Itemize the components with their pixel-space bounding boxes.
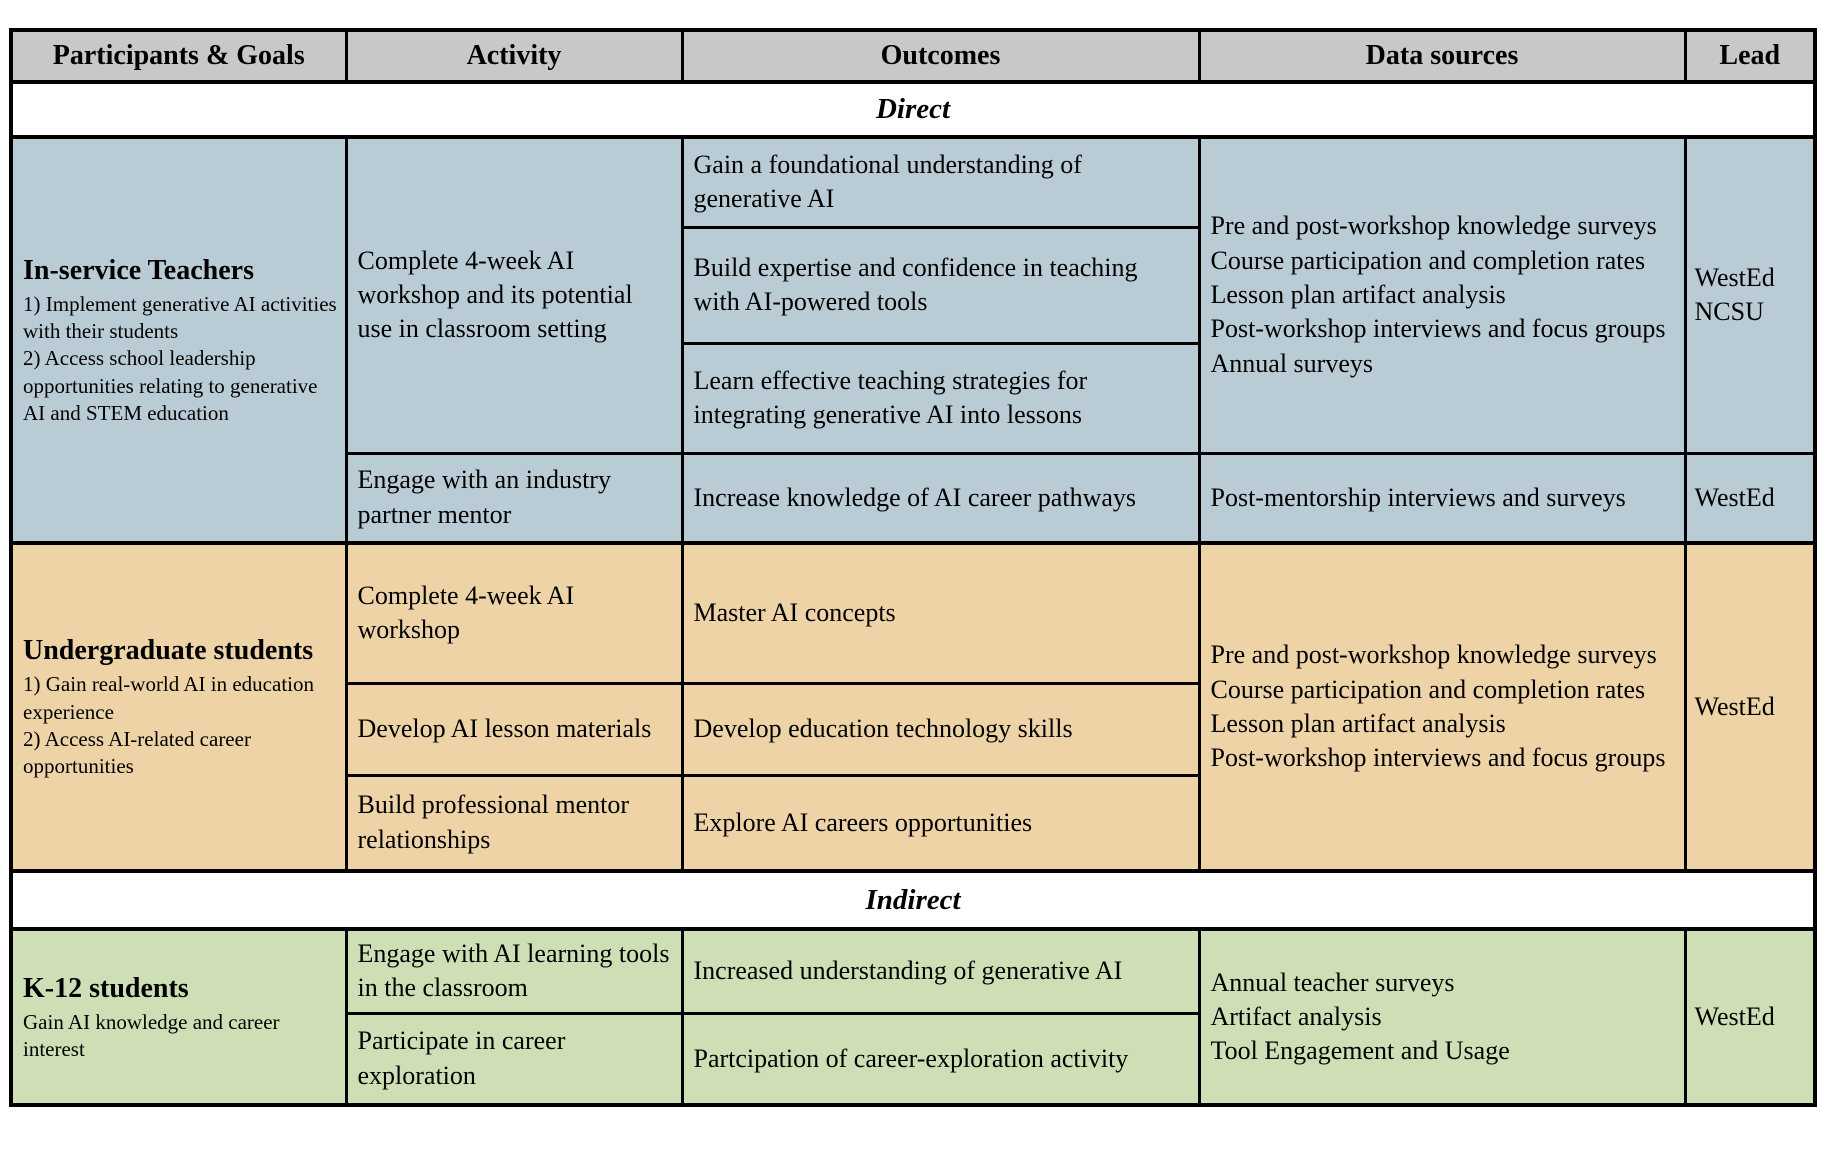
teachers-mentor-activity-cell: Engage with an industry partner mentor [346,453,682,543]
data-source-item: Annual teacher surveys [1210,967,1455,997]
undergrad-activity-3: Build professional mentor relationships [346,775,682,871]
data-source-item: Post-workshop interviews and focus groups [1210,743,1666,773]
undergrad-row-1 [11,543,1815,683]
teachers-row-1 [11,137,1815,227]
undergrad-outcome-3: Explore AI careers opportunities [682,775,1199,871]
k12-activity-2: Participate in career exploration [346,1013,682,1105]
header-activity: Activity [346,30,682,82]
k12-goal: Gain AI knowledge and career interest [23,1009,280,1061]
undergrad-title: Undergraduate students [23,635,314,667]
indirect-band-label: Indirect [11,871,1815,929]
data-source-item: Artifact analysis [1210,1001,1382,1031]
data-source-item: Course participation and completion rates [1210,245,1646,275]
undergrad-goal-2: 2) Access AI-related career opportunities [23,727,251,779]
header-lead: Lead [1685,30,1815,82]
data-source-item: Annual surveys [1210,348,1373,378]
undergrad-lead-cell: WestEd [1685,543,1815,871]
header-participants: Participants & Goals [11,30,346,82]
header-data-sources: Data sources [1199,30,1685,82]
undergrad-data-sources-cell [1199,543,1685,871]
k12-outcome-2: Partcipation of career-exploration activity [682,1013,1199,1105]
teachers-mentor-lead-cell: WestEd [1685,453,1815,543]
teachers-workshop-outcome-3: Learn effective teaching strategies for integrating generative AI into lessons [682,343,1199,453]
teachers-goal-1: 1) Implement generative AI activities with their students [23,291,337,344]
data-source-item: Pre and post-workshop knowledge surveys [1210,640,1657,670]
teachers-workshop-outcome-1: Gain a foundational understanding of generative AI [682,137,1199,227]
data-source-item: Pre and post-workshop knowledge surveys [1210,211,1657,241]
k12-lead-cell: WestEd [1685,929,1815,1105]
teachers-title: In-service Teachers [23,254,254,286]
data-source-item: Post-workshop interviews and focus groups [1210,314,1666,344]
k12-data-sources-cell [1199,929,1685,1105]
lead-item: NCSU [1694,297,1764,327]
data-source-item: Lesson plan artifact analysis [1210,280,1506,310]
teachers-goal-2: 2) Access school leadership opportunities relating to generative AI and STEM education [23,346,318,425]
header-row [11,30,1815,82]
k12-row-1 [11,929,1815,1013]
k12-outcome-1: Increased understanding of generative AI [682,929,1199,1013]
data-source-item: Tool Engagement and Usage [1210,1036,1510,1066]
lead-item: WestEd [1694,263,1775,293]
teachers-workshop-activity-cell: Complete 4-week AI workshop and its potential use in classroom setting [346,137,682,453]
undergrad-outcome-1: Master AI concepts [682,543,1199,683]
teachers-workshop-outcome-2: Build expertise and confidence in teaching with AI-powered tools [682,227,1199,343]
undergrad-participants-cell [11,543,346,871]
undergrad-outcome-2: Develop education technology skills [682,683,1199,775]
data-source-item: Course participation and completion rates [1210,674,1646,704]
data-source-item: Lesson plan artifact analysis [1210,709,1506,738]
teachers-participants-cell [11,137,346,543]
k12-title: K-12 students [23,972,189,1004]
teachers-mentor-data-source-cell: Post-mentorship interviews and surveys [1199,453,1685,543]
logic-model-table [9,28,1817,1107]
indirect-band-row [11,871,1815,929]
undergrad-activity-1: Complete 4-week AI workshop [346,543,682,683]
k12-activity-1: Engage with AI learning tools in the classroom [346,929,682,1013]
header-outcomes: Outcomes [682,30,1199,82]
direct-band-row [11,82,1815,137]
direct-band-label: Direct [11,82,1815,137]
teachers-workshop-lead-cell [1685,137,1815,453]
teachers-mentor-outcome-cell: Increase knowledge of AI career pathways [682,453,1199,543]
undergrad-activity-2: Develop AI lesson materials [346,683,682,775]
teachers-workshop-data-sources-cell [1199,137,1685,453]
undergrad-goal-1: 1) Gain real-world AI in education experience [23,672,314,724]
k12-participants-cell [11,929,346,1105]
